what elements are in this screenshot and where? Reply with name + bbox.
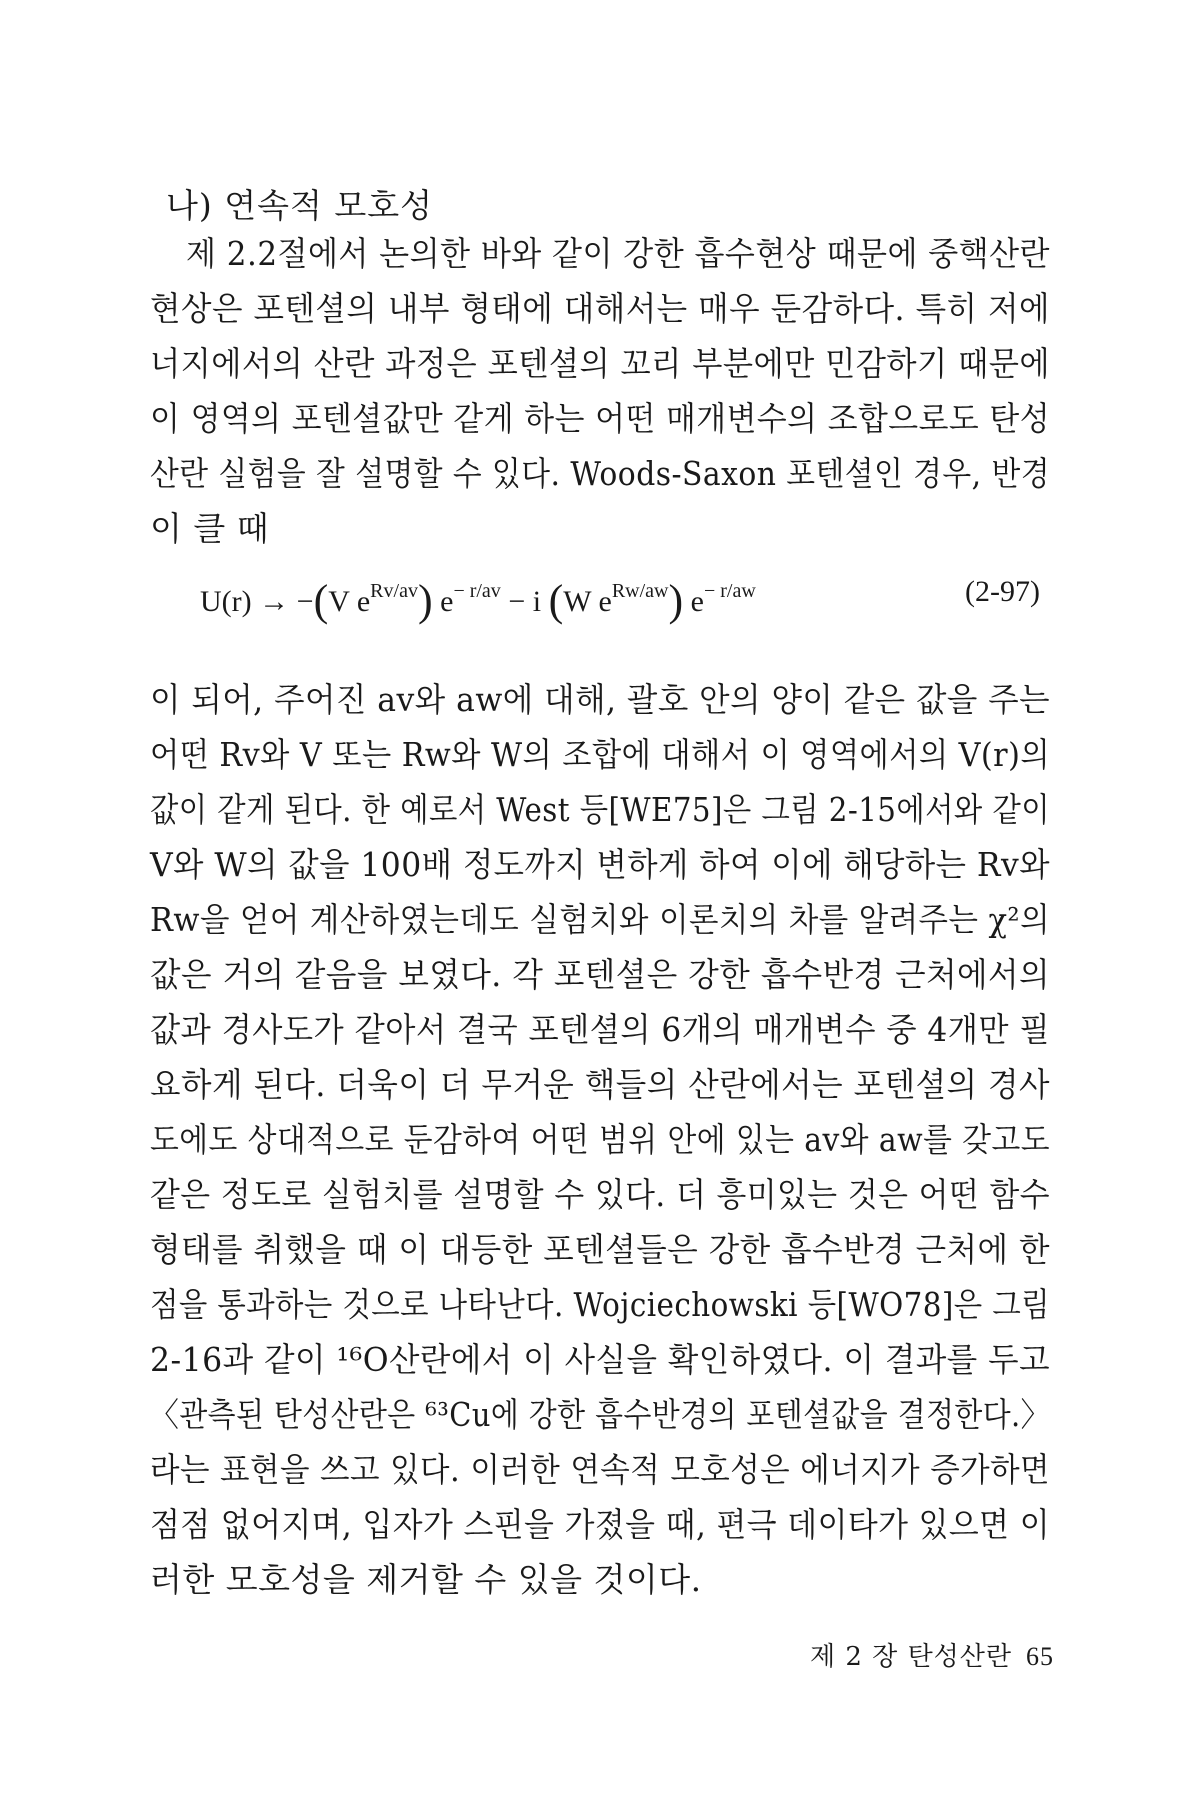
text-line-content: 2-16과 같이 ¹⁶O산란에서 이 사실을 확인하였다. 이 결과를 두고 xyxy=(150,1340,1050,1379)
text-line-content: 〈관측된 탄성산란은 ⁶³Cu에 강한 흡수반경의 포텐셜값을 결정한다.〉 xyxy=(150,1395,1050,1434)
paren-open: ( xyxy=(313,576,329,625)
equation-term2-tail-exp: − r/aw xyxy=(703,580,756,602)
equation-term2-tail: e xyxy=(683,585,704,618)
paren-close-2: ) xyxy=(668,576,684,625)
paren-open-2: ( xyxy=(548,576,564,625)
equation-term1-tail: e xyxy=(432,585,454,618)
text-line-content: 러한 모호성을 제거할 수 있을 것이다. xyxy=(150,1560,702,1599)
equation-number: (2-97) xyxy=(965,575,1040,608)
text-line-content: 제 2.2절에서 논의한 바와 같이 강한 흡수현상 때문에 중핵산란 xyxy=(186,234,1050,273)
text-line-content: 이 영역의 포텐셜값만 같게 하는 어떤 매개변수의 조합으로도 탄성 xyxy=(150,399,1050,438)
text-line-content: 어떤 Rv와 V 또는 Rw와 W의 조합에 대해서 이 영역에서의 V(r)의 xyxy=(150,735,1050,774)
equation-term1-tail-exp: − r/av xyxy=(453,580,501,602)
text-line-content: Rw을 얻어 계산하였는데도 실험치와 이론치의 차를 알려주는 χ²의 xyxy=(150,900,1050,939)
text-line-content: 형태를 취했을 때 이 대등한 포텐셜들은 강한 흡수반경 근처에 한 xyxy=(150,1230,1050,1269)
equation-term1-exp: Rv/av xyxy=(370,580,418,602)
equation-term1-base: V e xyxy=(328,585,371,618)
page-footer xyxy=(810,1636,1054,1673)
equation-term2-exp: Rw/aw xyxy=(611,580,669,602)
text-line-content: 점점 없어지며, 입자가 스핀을 가졌을 때, 편극 데이타가 있으면 이 xyxy=(150,1505,1050,1544)
section-heading: 나) 연속적 모호성 xyxy=(166,186,433,225)
equation-term2-base: W e xyxy=(563,585,612,618)
equation-body xyxy=(200,575,756,626)
text-line-content: 같은 정도로 실험치를 설명할 수 있다. 더 흥미있는 것은 어떤 함수 xyxy=(150,1175,1050,1214)
text-line-content: 현상은 포텐셜의 내부 형태에 대해서는 매우 둔감하다. 특히 저에 xyxy=(150,289,1050,328)
text-line-content: 값이 같게 된다. 한 예로서 West 등[WE75]은 그림 2-15에서와 같이 xyxy=(150,790,1050,829)
text-line-content: 도에도 상대적으로 둔감하여 어떤 범위 안에 있는 av와 aw를 갖고도 xyxy=(150,1120,1050,1159)
page-number: 65 xyxy=(1026,1642,1055,1671)
equation-mid: − i xyxy=(500,585,549,618)
text-line-content: 산란 실험을 잘 설명할 수 있다. Woods-Saxon 포텐셜인 경우, 반경 xyxy=(150,454,1050,493)
text-line-content: 값은 거의 같음을 보였다. 각 포텐셜은 강한 흡수반경 근처에서의 xyxy=(150,955,1050,994)
footer-chapter: 제 2 장 탄성산란 xyxy=(810,1642,1013,1672)
text-line-content: 점을 통과하는 것으로 나타난다. Wojciechowski 등[WO78]은 그림 xyxy=(150,1285,1050,1324)
paren-close: ) xyxy=(417,576,433,625)
text-line-content: 요하게 된다. 더욱이 더 무거운 핵들의 산란에서는 포텐셜의 경사 xyxy=(150,1065,1050,1104)
text-line-content: 너지에서의 산란 과정은 포텐셜의 꼬리 부분에만 민감하기 때문에 xyxy=(150,344,1050,383)
text-line-content: 이 클 때 xyxy=(150,509,270,548)
equation-2-97 xyxy=(200,575,1040,635)
text-line-content: 이 되어, 주어진 av와 aw에 대해, 괄호 안의 양이 같은 값을 주는 xyxy=(150,680,1050,719)
text-line-content: 라는 표현을 쓰고 있다. 이러한 연속적 모호성은 에너지가 증가하면 xyxy=(150,1450,1050,1489)
text-line-content: V와 W의 값을 100배 정도까지 변하게 하여 이에 해당하는 Rv와 xyxy=(150,845,1050,884)
equation-lhs: U(r) → − xyxy=(200,585,314,618)
text-line-content: 값과 경사도가 같아서 결국 포텐셜의 6개의 매개변수 중 4개만 필 xyxy=(150,1010,1050,1049)
